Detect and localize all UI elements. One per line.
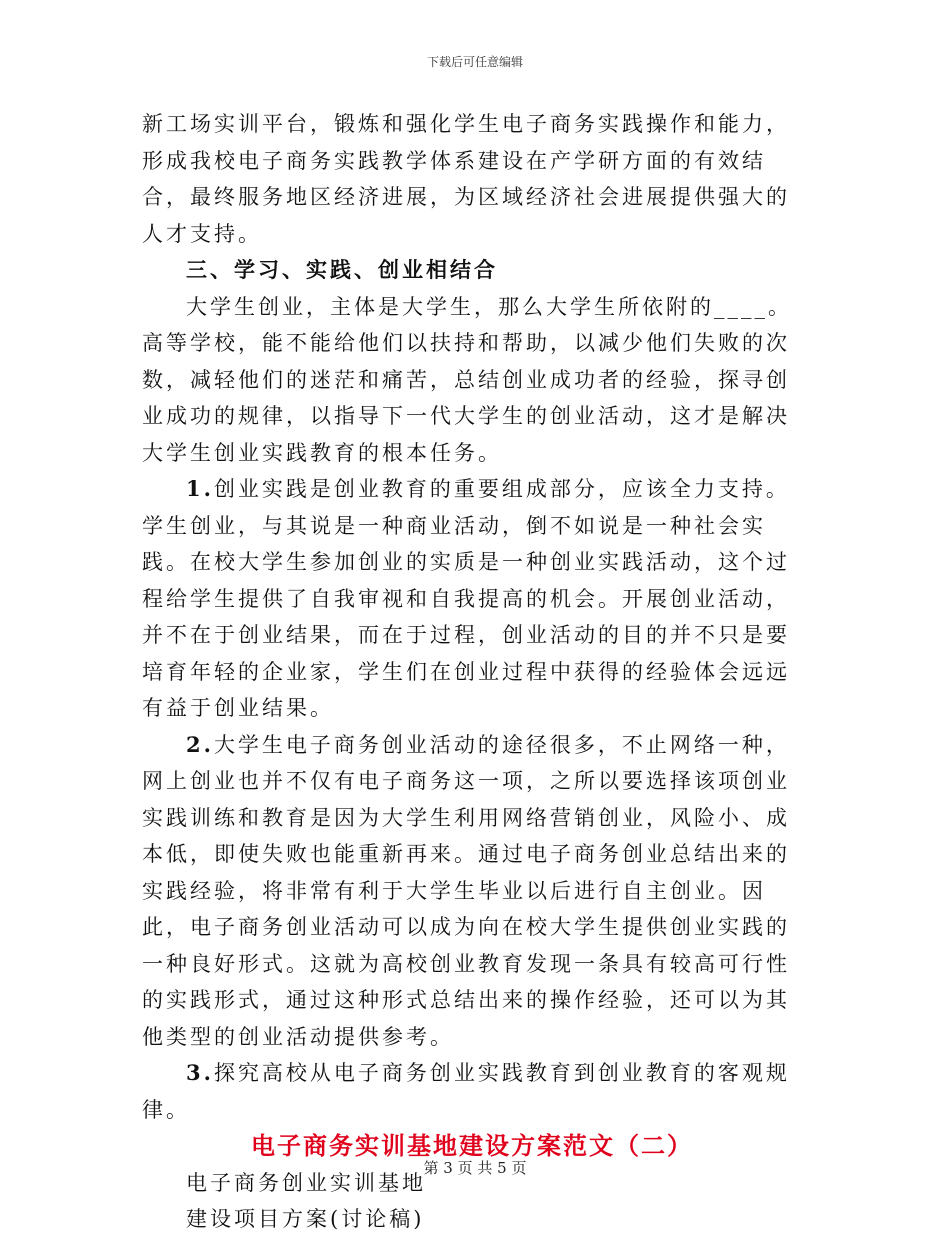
subtitle-line-1: 电子商务创业实训基地 <box>186 1170 426 1195</box>
document-body <box>142 106 802 1238</box>
list-item-number: 1. <box>186 476 214 501</box>
subtitle-line-2: 建设项目方案(讨论稿) <box>186 1207 425 1231</box>
list-item-number: 3. <box>186 1060 214 1085</box>
page-number: 第 3 页 共 5 页 <box>423 1159 527 1177</box>
list-item-text: 大学生电子商务创业活动的途径很多，不止网络一种，网上创业也并不仅有电子商务这一项，之所以要选择该项创业实践训练和教育是因为大学生利用网络营销创业，风险小、成本低，即使失败也能重新再来。通过电子商务创业总结出来的实践经验，将非常有利于大学生毕业以后进行自主创业。因此，电子商务创业活动可以成为向在校大学生提供创业实践的一种良好形式。这就为高校创业教育发现一条具有较高可行性的实践形式，通过这种形式总结出来的操作经验，还可以为其他类型的创业活动提供参考。 <box>142 732 790 1049</box>
paragraph-continued: 新工场实训平台，锻炼和强化学生电子商务实践操作和能力，形成我校电子商务实践教学体系建设在产学研方面的有效结合，最终服务地区经济进展，为区域经济社会进展提供强大的人才支持。 <box>142 112 790 246</box>
list-item-3 <box>142 1055 802 1128</box>
list-item-number: 2. <box>186 731 214 757</box>
list-item-2 <box>142 727 802 1056</box>
section-heading: 三、学习、实践、创业相结合 <box>186 257 498 282</box>
list-item-text: 探究高校从电子商务创业实践教育到创业教育的客观规律。 <box>142 1061 790 1122</box>
list-item-1 <box>142 471 802 727</box>
list-item-text: 创业实践是创业教育的重要组成部分，应该全力支持。学生创业，与其说是一种商业活动，倒不如说是一种社会实践。在校大学生参加创业的实质是一种创业实践活动，这个过程给学生提供了自我审视和自我提高的机会。开展创业活动，并不在于创业结果，而在于过程，创业活动的目的并不只是要培育年轻的企业家，学生们在创业过程中获得的经验体会远远有益于创业结果。 <box>142 477 790 720</box>
header-note: 下载后可任意编辑 <box>426 55 523 69</box>
paragraph-intro: 大学生创业，主体是大学生，那么大学生所依附的____。高等学校，能不能给他们以扶持和帮助，以减少他们失败的次数，减轻他们的迷茫和痛苦，总结创业成功者的经验，探寻创业成功的规律，以指导下一代大学生的创业活动，这才是解决大学生创业实践教育的根本任务。 <box>142 294 792 465</box>
document-title: 电子商务实训基地建设方案范文（二） <box>251 1131 693 1160</box>
